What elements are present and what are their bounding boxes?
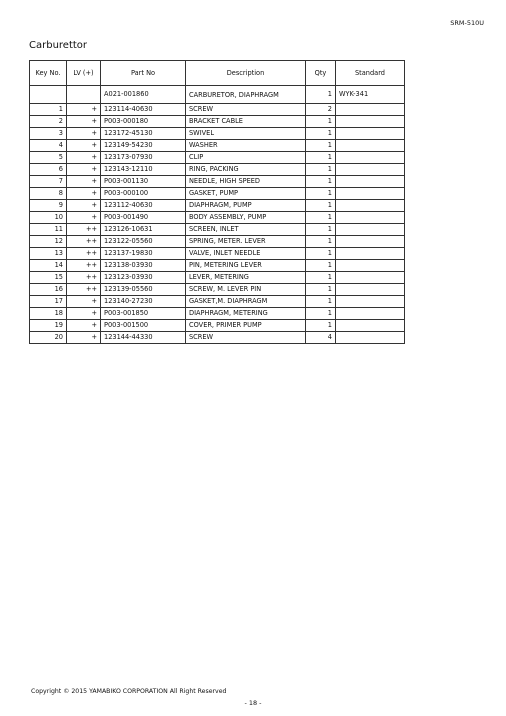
cell-standard xyxy=(336,164,405,176)
cell-standard xyxy=(336,332,405,344)
cell-key-no: 7 xyxy=(30,176,67,188)
cell-qty: 1 xyxy=(306,224,336,236)
cell-qty: 1 xyxy=(306,116,336,128)
table-row xyxy=(30,176,405,188)
cell-description: DIAPHRAGM, METERING xyxy=(186,308,306,320)
col-qty: Qty xyxy=(306,61,336,86)
col-description: Description xyxy=(186,61,306,86)
table-row xyxy=(30,236,405,248)
cell-lv: + xyxy=(67,332,101,344)
cell-part-no: P003-001130 xyxy=(101,176,186,188)
table-row xyxy=(30,164,405,176)
cell-part-no: 123123-03930 xyxy=(101,272,186,284)
cell-lv: + xyxy=(67,308,101,320)
cell-key-no: 2 xyxy=(30,116,67,128)
cell-standard xyxy=(336,200,405,212)
table-row xyxy=(30,188,405,200)
cell-part-no: P003-000100 xyxy=(101,188,186,200)
cell-part-no: 123126-10631 xyxy=(101,224,186,236)
cell-part-no: 123139-05560 xyxy=(101,284,186,296)
cell-qty: 1 xyxy=(306,248,336,260)
table-row xyxy=(30,248,405,260)
cell-description: RING, PACKING xyxy=(186,164,306,176)
cell-description: SCREEN, INLET xyxy=(186,224,306,236)
cell-lv: + xyxy=(67,128,101,140)
table-row xyxy=(30,308,405,320)
cell-qty: 1 xyxy=(306,188,336,200)
cell-standard xyxy=(336,212,405,224)
cell-standard xyxy=(336,284,405,296)
cell-part-no: P003-001850 xyxy=(101,308,186,320)
cell-lv: ++ xyxy=(67,272,101,284)
page-number: - 18 - xyxy=(244,699,262,707)
cell-key-no: 3 xyxy=(30,128,67,140)
cell-lv: + xyxy=(67,320,101,332)
cell-part-no: 123138-03930 xyxy=(101,260,186,272)
cell-key-no: 20 xyxy=(30,332,67,344)
cell-lv: + xyxy=(67,140,101,152)
cell-description: CARBURETOR, DIAPHRAGM xyxy=(186,86,306,104)
cell-part-no: P003-001490 xyxy=(101,212,186,224)
cell-description: SCREW xyxy=(186,332,306,344)
cell-lv: + xyxy=(67,212,101,224)
table-header-row xyxy=(30,61,405,86)
cell-qty: 1 xyxy=(306,320,336,332)
cell-lv: + xyxy=(67,104,101,116)
cell-key-no: 5 xyxy=(30,152,67,164)
cell-key-no: 16 xyxy=(30,284,67,296)
table-row xyxy=(30,116,405,128)
table-row xyxy=(30,284,405,296)
cell-description: PIN, METERING LEVER xyxy=(186,260,306,272)
cell-key-no: 11 xyxy=(30,224,67,236)
cell-description: COVER, PRIMER PUMP xyxy=(186,320,306,332)
cell-standard xyxy=(336,260,405,272)
cell-lv: + xyxy=(67,164,101,176)
cell-part-no: P003-001500 xyxy=(101,320,186,332)
cell-part-no: 123137-19830 xyxy=(101,248,186,260)
cell-qty: 1 xyxy=(306,260,336,272)
cell-standard xyxy=(336,296,405,308)
cell-key-no: 4 xyxy=(30,140,67,152)
cell-description: WASHER xyxy=(186,140,306,152)
cell-description: SCREW xyxy=(186,104,306,116)
cell-part-no: 123114-40630 xyxy=(101,104,186,116)
cell-part-no: 123112-40630 xyxy=(101,200,186,212)
table-row xyxy=(30,128,405,140)
cell-qty: 1 xyxy=(306,176,336,188)
cell-qty: 1 xyxy=(306,308,336,320)
cell-description: VALVE, INLET NEEDLE xyxy=(186,248,306,260)
cell-lv: + xyxy=(67,188,101,200)
table-row xyxy=(30,332,405,344)
cell-description: CLIP xyxy=(186,152,306,164)
cell-standard xyxy=(336,248,405,260)
parts-table xyxy=(29,60,405,344)
col-standard: Standard xyxy=(336,61,405,86)
cell-standard xyxy=(336,140,405,152)
cell-key-no: 6 xyxy=(30,164,67,176)
cell-description: DIAPHRAGM, PUMP xyxy=(186,200,306,212)
cell-part-no: 123140-27230 xyxy=(101,296,186,308)
cell-description: SCREW, M. LEVER PIN xyxy=(186,284,306,296)
cell-part-no: A021-001860 xyxy=(101,86,186,104)
cell-standard xyxy=(336,176,405,188)
cell-description: BRACKET CABLE xyxy=(186,116,306,128)
cell-part-no: 123172-45130 xyxy=(101,128,186,140)
cell-lv: + xyxy=(67,176,101,188)
page-title: Carburettor xyxy=(29,40,88,51)
cell-lv: + xyxy=(67,200,101,212)
cell-qty: 4 xyxy=(306,332,336,344)
cell-description: GASKET,M. DIAPHRAGM xyxy=(186,296,306,308)
cell-key-no: 1 xyxy=(30,104,67,116)
cell-qty: 1 xyxy=(306,152,336,164)
table-row xyxy=(30,104,405,116)
copyright-text: Copyright © 2015 YAMABIKO CORPORATION All Right Reserved xyxy=(31,688,227,695)
cell-part-no: 123149-54230 xyxy=(101,140,186,152)
cell-qty: 1 xyxy=(306,284,336,296)
cell-key-no: 15 xyxy=(30,272,67,284)
cell-standard: WYK-341 xyxy=(336,86,405,104)
cell-part-no: 123143-12110 xyxy=(101,164,186,176)
cell-lv: + xyxy=(67,152,101,164)
cell-standard xyxy=(336,308,405,320)
cell-standard xyxy=(336,152,405,164)
col-key-no: Key No. xyxy=(30,61,67,86)
table-row xyxy=(30,296,405,308)
cell-key-no: 14 xyxy=(30,260,67,272)
cell-standard xyxy=(336,104,405,116)
cell-lv: ++ xyxy=(67,248,101,260)
cell-qty: 2 xyxy=(306,104,336,116)
cell-lv: ++ xyxy=(67,260,101,272)
cell-key-no: 8 xyxy=(30,188,67,200)
table-row xyxy=(30,272,405,284)
cell-standard xyxy=(336,320,405,332)
cell-lv: ++ xyxy=(67,236,101,248)
col-part-no: Part No xyxy=(101,61,186,86)
cell-key-no: 9 xyxy=(30,200,67,212)
table-row xyxy=(30,212,405,224)
table-row xyxy=(30,140,405,152)
cell-lv: ++ xyxy=(67,284,101,296)
cell-part-no: 123144-44330 xyxy=(101,332,186,344)
cell-lv: ++ xyxy=(67,224,101,236)
cell-description: SWIVEL xyxy=(186,128,306,140)
cell-lv: + xyxy=(67,116,101,128)
cell-qty: 1 xyxy=(306,86,336,104)
col-lv: LV (+) xyxy=(67,61,101,86)
cell-key-no: 17 xyxy=(30,296,67,308)
model-number: SRM-510U xyxy=(450,19,484,27)
cell-key-no: 10 xyxy=(30,212,67,224)
cell-standard xyxy=(336,236,405,248)
cell-description: BODY ASSEMBLY, PUMP xyxy=(186,212,306,224)
cell-lv: + xyxy=(67,296,101,308)
cell-qty: 1 xyxy=(306,272,336,284)
cell-qty: 1 xyxy=(306,140,336,152)
cell-part-no: P003-000180 xyxy=(101,116,186,128)
cell-lv xyxy=(67,86,101,104)
table-row xyxy=(30,200,405,212)
cell-description: SPRING, METER. LEVER xyxy=(186,236,306,248)
table-row xyxy=(30,320,405,332)
cell-standard xyxy=(336,272,405,284)
cell-qty: 1 xyxy=(306,296,336,308)
cell-part-no: 123173-07930 xyxy=(101,152,186,164)
table-row xyxy=(30,260,405,272)
cell-qty: 1 xyxy=(306,200,336,212)
cell-key-no: 12 xyxy=(30,236,67,248)
parts-table-body xyxy=(30,86,405,344)
cell-key-no: 13 xyxy=(30,248,67,260)
cell-qty: 1 xyxy=(306,128,336,140)
table-row xyxy=(30,86,405,104)
cell-description: NEEDLE, HIGH SPEED xyxy=(186,176,306,188)
table-row xyxy=(30,224,405,236)
cell-part-no: 123122-05560 xyxy=(101,236,186,248)
cell-standard xyxy=(336,188,405,200)
cell-description: GASKET, PUMP xyxy=(186,188,306,200)
cell-key-no: 19 xyxy=(30,320,67,332)
cell-standard xyxy=(336,128,405,140)
cell-key-no: 18 xyxy=(30,308,67,320)
cell-qty: 1 xyxy=(306,236,336,248)
table-row xyxy=(30,152,405,164)
cell-description: LEVER, METERING xyxy=(186,272,306,284)
cell-qty: 1 xyxy=(306,212,336,224)
cell-standard xyxy=(336,116,405,128)
cell-key-no xyxy=(30,86,67,104)
cell-qty: 1 xyxy=(306,164,336,176)
cell-standard xyxy=(336,224,405,236)
